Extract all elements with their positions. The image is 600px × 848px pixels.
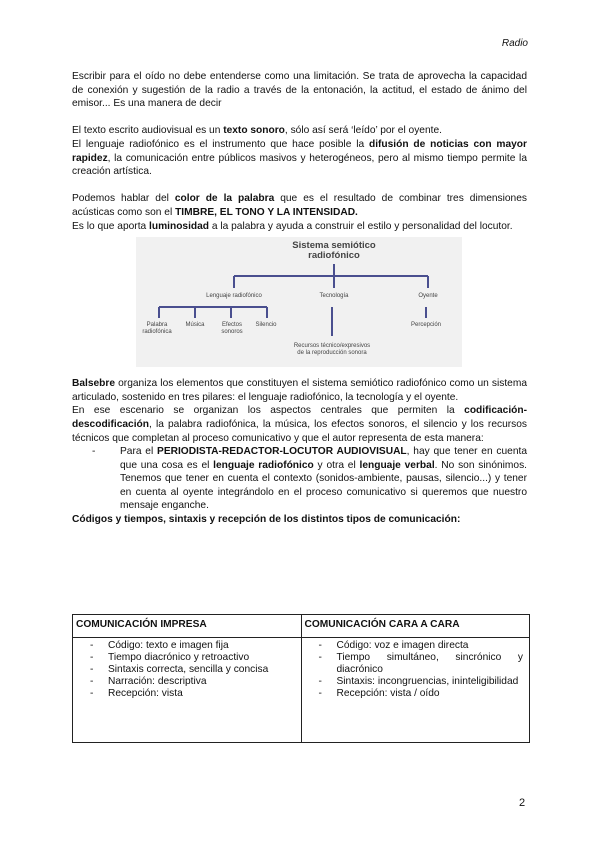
paragraph-escenario [72,404,527,445]
title-line: radiofónico [308,250,360,262]
list-item: - Código: texto e imagen fija [90,640,295,652]
cell-cara-a-cara [301,638,530,743]
bold-text: codificación-descodificación [72,405,527,430]
list-item: - Tiempo diacrónico y retroactivo [90,652,295,664]
page-number: 2 [519,797,526,809]
label-line: radiofónica [142,329,172,336]
document-body [72,70,527,527]
diagram-title [292,241,375,261]
text: , la palabra radiofónica, la música, los efectos sonoros, el silencio y los recursos técnicos que completan al proceso comunicativo y que el autor representa de esta manera: [72,418,527,444]
label-line: sonoros [221,329,243,336]
table-header-row [73,615,530,638]
label-line: Recursos técnico/expresivos [293,343,371,350]
list-item: - Código: voz e imagen directa [319,640,524,652]
list-item: - Recepción: vista [90,688,295,700]
list-item: - Recepción: vista / oído [319,688,524,700]
list-item: - Tiempo simultáneo, sincrónico y diacrónico [319,652,524,676]
paragraph-escribir: Escribir para el oído no debe entenderse como una limitación. Se trata de aprovecha la capacidad de conexión y sugestión de la radio a través de la entonación, la actitud, el estado de ánimo del emisor... Es una manera de decir [72,71,527,110]
node-tecnologia: Tecnología [319,293,349,300]
paragraph-lenguaje-radiofonico [72,138,527,179]
bold-text: Balsebre [72,378,116,390]
bold-text: texto sonoro [223,125,285,137]
header-cara-a-cara: COMUNICACIÓN CARA A CARA [301,615,530,638]
text: organiza los elementos que constituyen el sistema semiótico radiofónico como un sistema articulado, sostenido en tres pilares: el lenguaje radiofónico, la tecnología y el oyente. [72,378,527,403]
bold-text: color de la palabra [174,193,275,205]
paragraph-luminosidad [72,220,527,234]
label-line: Efectos [221,322,243,329]
bullet-list [72,445,527,513]
paragraph-color-palabra [72,192,527,219]
node-efectos-sonoros [221,322,242,336]
section-subtitle: Códigos y tiempos, sintaxis y recepción de los distintos tipos de comunicación: [72,514,461,526]
bold-text: luminosidad [149,220,210,232]
text: que es el resultado de combinar tres dimensiones acústicas como son el [72,193,527,218]
node-musica: Música [185,322,205,329]
text: En ese escenario se organizan los aspectos centrales que permiten la [72,405,465,417]
text: y otra el [313,459,360,471]
table-row [73,638,530,743]
running-header: Radio [501,38,528,49]
title-line: Sistema semiótico [292,240,376,252]
list-item: - Sintaxis correcta, sencilla y concisa [90,664,295,676]
text: Podemos hablar del [72,193,175,205]
text: . No son sinónimos. Tenemos que tener en cuenta el contexto (sonidos-ambiente, pausas, silencio...) y tener en cuenta al oyente integrándolo en el proceso comunicativo si queremos que nuestro mensaje enganche. [120,459,528,512]
header-impresa: COMUNICACIÓN IMPRESA [73,615,302,638]
paragraph-balsebre [72,377,527,404]
bold-text: lenguaje radiofónico [213,459,314,471]
text: El texto escrito audiovisual es un [72,125,224,137]
node-percepcion: Percepción [410,322,442,329]
text: El lenguaje radiofónico es el instrumento que hace posible la [72,138,369,150]
bold-text: difusión de noticias con mayor rapidez [72,138,527,164]
bold-text: PERIODISTA-REDACTOR-LOCUTOR AUDIOVISUAL [157,446,407,458]
label-line: Palabra [146,322,168,329]
node-recursos-tecnicos [294,343,370,357]
node-lenguaje-radiofonico: Lenguaje radiofónico [206,293,262,300]
node-silencio: Silencio [255,322,277,329]
text: , hay que tener en cuenta que una cosa es el [120,446,528,471]
text: , la comunicación entre públicos masivos y heterogéneos, pero al mismo tiempo permite la creación artística. [72,152,527,178]
list-item: - Narración: descriptiva [90,676,295,688]
cell-impresa [73,638,302,743]
paragraph-texto-sonoro [72,124,527,138]
node-oyente: Oyente [418,293,438,300]
semiotic-system-diagram [136,237,462,367]
node-palabra-radiofonica [142,322,171,336]
bold-text: TIMBRE, EL TONO Y LA INTENSIDAD. [175,206,358,218]
text: , sólo así será ‘leído’ por el oyente. [284,125,442,137]
text: a la palabra y ayuda a construir el estilo y personalidad del locutor. [209,220,513,232]
comparison-table [72,614,530,743]
label-line: de la reproducción sonora [297,350,367,357]
text: Es lo que aporta [72,220,150,232]
list-item: - Sintaxis: incongruencias, ininteligibilidad [319,676,524,688]
bold-text: lenguaje verbal [359,459,435,471]
text: Para el [120,446,158,458]
bullet-periodista [92,445,527,513]
